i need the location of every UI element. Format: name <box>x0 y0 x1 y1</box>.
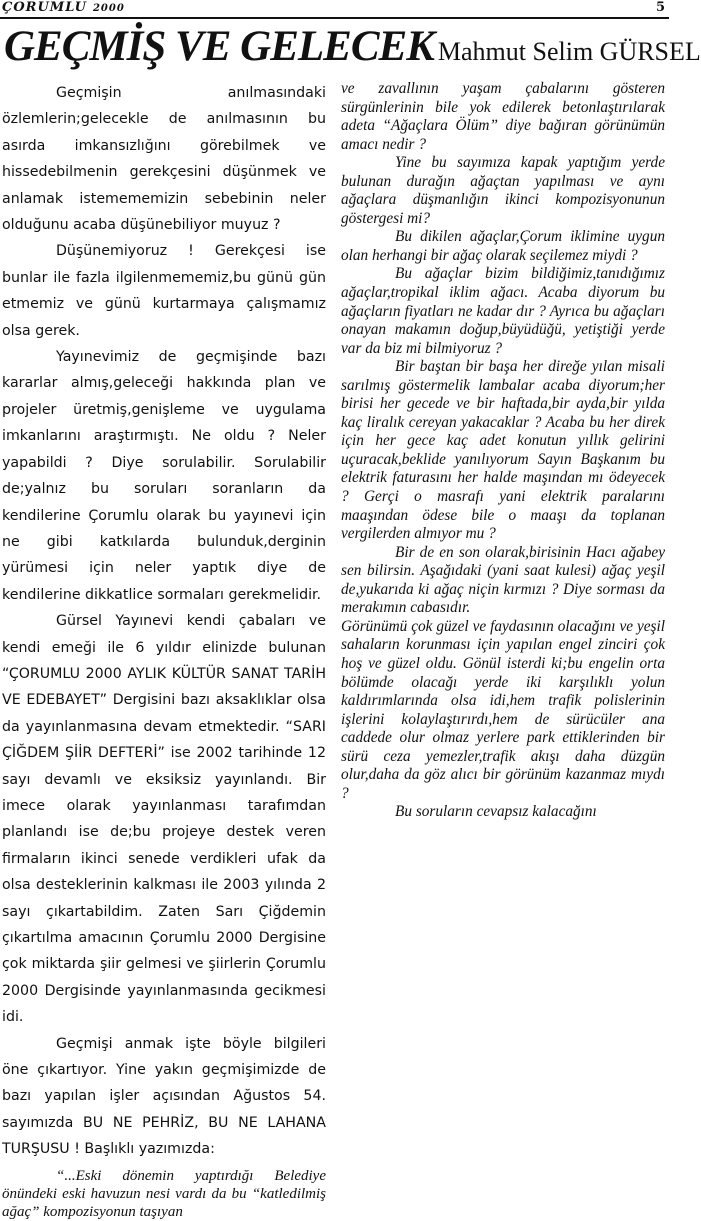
article-author: Mahmut Selim GÜRSEL <box>437 37 701 66</box>
page-number: 5 <box>655 0 665 15</box>
paragraph: Geçmişi anmak işte böyle bilgileri öne çıkartıyor. Yine yakın geçmişimizde de bazı yapılan işler açısından Ağustos 54. sayımızda BU NE PEHRİZ, BU NE LAHANA TURŞUSU ! Başlıklı yazımızda: <box>2 1035 326 1158</box>
article-title: GEÇMİŞ VE GELECEK <box>4 23 434 70</box>
paragraph: Yayınevimiz de geçmişinde bazı kararlar almış,geleceği hakkında plan ve projeler üretmiş,genişleme ve uygulama imkanlarını araştırmıştı. Ne oldu ? Neler yapabildi ? Diye sorulabilir. Sorulabilir de;yalnız bu soruları soranların da kendilerine Çorumlu olarak bu yayınevi için ne gibi katkılarda bulunduk,derginin yürümesi için neler yaptık diye de kendilerine dikkatlice sormaları gerekmelidir. <box>2 349 326 603</box>
paragraph: Yine bu sayımıza kapak yaptığım yerde bulunan durağın ağaçtan yapılması ve aynı ağaçlara düşmanlığın ikinci kompozisyonunun göstergesi mi? <box>341 154 665 227</box>
quoted-paragraph: “...Eski dönemin yaptırdığı Belediye önündeki eski havuzun nesi vardı da bu “katledilmiş ağaç” kompozisyonun taşıyan <box>2 1167 326 1220</box>
paragraph: Bir baştan bir başa her direğe yılan misali sarılmış göstermelik lambalar acaba diyorum;her birisi her gecede ve bir haftada,bir ayda,bir yılda kaç liralık cereyan yakacaklar ? Acaba bu her direk için her gece kaç adet konutun yıllık gelirini uçuracak,beklide yanılıyorum Sayın Başkanım bu elektrik faturasını her halde maşından mı ödeyecek ? Gerçi o masrafı yani elektrik paralarını maaşından ödese bile o maaşı da toplanan vergilerden almıyor mu ? <box>341 358 665 543</box>
magazine-year: 2000 <box>92 3 125 14</box>
header-rule <box>0 17 669 19</box>
paragraph: Geçmişin anılmasındaki özlemlerin;gelecekle de anılmasının bu asırda imkansızlığını görebilmek ve hissedebilmenin gerekçesini düşünmek ve anlamak istemememizin sebebinin neler olduğunu acaba düşünebiliyor muyuz ? <box>2 85 326 234</box>
paragraph: ve zavallının yaşam çabalarını gösteren sürgünlerinin bile yok edilerek betonlaştırılarak adeta “Ağaçlara Ölüm” diye bağıran görünümün amacı nedir ? <box>341 80 665 153</box>
left-column <box>2 80 326 1221</box>
article-heading <box>4 20 701 74</box>
paragraph: Gürsel Yayınevi kendi çabaları ve kendi emeği ile 6 yıldır elinizde bulunan “ÇORUMLU 2000 AYLIK KÜLTÜR SANAT TARİH VE EDEBAYET” Dergisini bazı aksaklıklar olsa da yayınlanmasına devam etmektedir. “SARI ÇİĞDEM ŞİİR DEFTERİ” ise 2002 tarihinde 12 sayı devamlı ve eksiksiz yayınlandı. Bir imece olarak yayınlanması tarafımdan planlandı ise de;bu projeye destek veren firmaların ikinci senede verdikleri ufak da olsa desteklerinin kalkması ile 2003 yılında 2 sayı çıkartabildim. Zaten Sarı Çiğdemin çıkartılma amacının Çorumlu 2000 Dergisine çok miktarda şiir gelmesi ve şiirlerin Çorumlu 2000 Dergisinde yayınlanmasında gecikmesi idi. <box>2 613 326 1026</box>
running-header <box>2 0 665 16</box>
magazine-name: ÇORUMLU 2000 <box>2 0 125 15</box>
paragraph: Düşünemiyoruz ! Gerekçesi ise bunlar ile fazla ilgilenmememiz,bu günü gün etmemiz ve günü kurtarmaya çalışmamız olsa gerek. <box>2 243 326 339</box>
paragraph: Bu ağaçlar bizim bildiğimiz,tanıdığımız ağaçlar,tropikal iklim ağacı. Acaba diyorum bu ağaçların fiyatları ne kadar dır ? Ayrıca bu ağaçları onayan makamın doğup,büyüdüğü, yetiştiği yerde var da biz mi bilmiyoruz ? <box>341 265 665 357</box>
paragraph: Bu dikilen ağaçlar,Çorum iklimine uygun olan herhangi bir ağaç olarak seçilemez miydi ? <box>341 228 665 264</box>
paragraph: Bu soruların cevapsız kalacağını <box>395 803 597 821</box>
right-column <box>341 80 665 822</box>
paragraph: Bir de en son olarak,birisinin Hacı ağabey sen bilirsin. Aşağıdaki (yani saat kulesi) ağaç yeşil de,yukarıda ki ağaç niçin kırmızı ? Diye sorması da merakımın cabasıdır. <box>341 543 665 617</box>
paragraph: Görünümü çok güzel ve faydasının olacağını ve yeşil sahaların korunması için yapılan engel zinciri çok hoş ve güzel oldu. Gönül isterdi ki;bu engelin orta bölümde olacağı yerde iki karşılıklı yolun kaldırımlarında olsa idi,hem trafik polislerinin işlerini kolaylaştırırdı,hem de sürücüler ana caddede olur olmaz yerlere park ettiklerinden bir sürü ceza yemezler,trafik akışı daha düzgün olur,daha da göz alıcı bir görünüm kazanmaz mıydı ? <box>341 617 665 802</box>
